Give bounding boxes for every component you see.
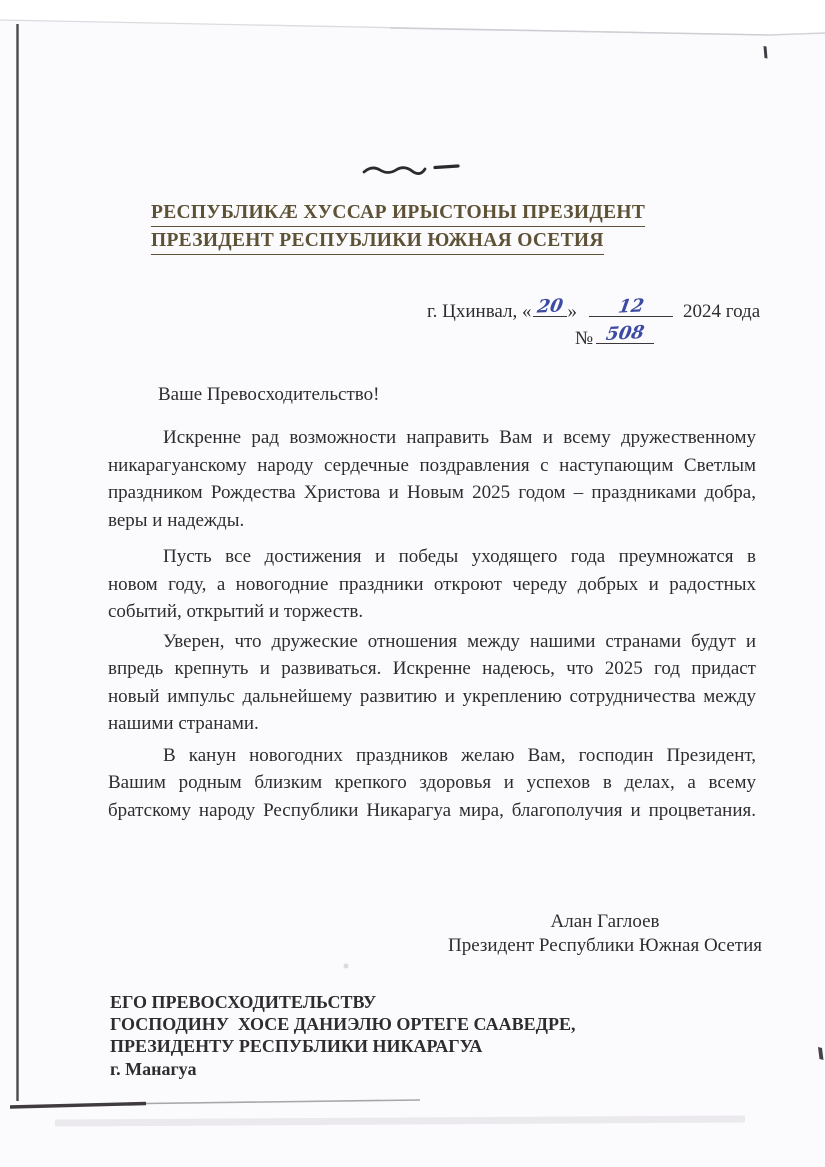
- signature-block: [448, 910, 762, 957]
- number-sign: №: [575, 328, 594, 349]
- body-line: Искренне рад возможности направить Вам и всему дружественному: [163, 427, 756, 448]
- scan-bottom-line-faint: [146, 1100, 420, 1104]
- body-line: Вашим родным близким крепкого здоровья и успехов в делах, а всему: [108, 772, 756, 793]
- letterhead-line-russian: ПРЕЗИДЕНТ РЕСПУБЛИКИ ЮЖНАЯ ОСЕТИЯ: [151, 229, 604, 255]
- addressee-line: ГОСПОДИНУ ХОСЕ ДАНИЭЛЮ ОРТЕГЕ СААВЕДРЕ,: [110, 1014, 576, 1035]
- scan-squiggle-dash: [435, 166, 458, 168]
- scan-speck: [344, 964, 349, 969]
- salutation: Ваше Превосходительство!: [158, 384, 380, 405]
- handwritten-number: 508: [604, 322, 646, 345]
- year-label: 2024 года: [683, 301, 761, 322]
- addressee-line: ПРЕЗИДЕНТУ РЕСПУБЛИКИ НИКАРАГУА: [110, 1036, 483, 1057]
- signatory-name: Алан Гаглоев: [550, 911, 660, 932]
- number-blank: [596, 322, 654, 345]
- closing-quote: »: [567, 301, 578, 322]
- scan-top-edge: [0, 20, 768, 35]
- date-line: [427, 295, 761, 350]
- body-line: нашими странами.: [108, 713, 259, 734]
- scan-right-tick: [764, 46, 768, 59]
- month-blank: [589, 295, 673, 318]
- scan-squiggle-mark: [364, 168, 425, 174]
- scan-bottom-shadow: [55, 1119, 745, 1123]
- body-line: праздником Рождества Христова и Новым 2025 годом – праздниками добра,: [108, 482, 756, 503]
- signatory-title: Президент Республики Южная Осетия: [448, 934, 762, 956]
- letterhead-line-ossetian: РЕСПУБЛИКÆ ХУССАР ИРЫСТОНЫ ПРЕЗИДЕНТ: [151, 201, 645, 227]
- body-line: веры и надежды.: [108, 509, 245, 531]
- body-line: никарагуанскому народу сердечные поздравления с наступающим Светлым: [108, 454, 756, 476]
- scan-bottom-right-tick: [818, 1047, 824, 1060]
- body-line: братскому народу Республики Никарагуа мира, благополучия и процветания.: [108, 799, 756, 821]
- body-text: [108, 424, 756, 824]
- addressee-block: [110, 991, 576, 1080]
- scan-top-margin: [0, 0, 825, 35]
- body-line: новом году, а новогодние праздники откроют череду добрых и радостных: [108, 573, 756, 595]
- date-row: [427, 295, 761, 323]
- body-line: Уверен, что дружеские отношения между нашими странами будут и: [163, 630, 756, 652]
- scan-top-edge-shadow: [390, 28, 825, 35]
- addressee-line: г. Манагуа: [110, 1058, 197, 1079]
- body-line: событий, открытий и торжеств.: [108, 601, 364, 622]
- handwritten-month: 12: [616, 295, 646, 318]
- number-row: [575, 322, 760, 350]
- addressee-line: ЕГО ПРЕВОСХОДИТЕЛЬСТВУ: [110, 992, 377, 1012]
- handwritten-day: 20: [535, 295, 564, 318]
- day-blank: [533, 295, 567, 318]
- city-and-open-quote: г. Цхинвал, «: [427, 301, 532, 322]
- body-line: Пусть все достижения и победы уходящего года преумножатся в: [163, 546, 756, 567]
- body-line: новый импульс дальнейшему развитию и укреплению сотрудничества между: [108, 685, 756, 707]
- scan-bottom-line-dark: [10, 1104, 146, 1108]
- body-line: В канун новогодних праздников желаю Вам, господин Президент,: [163, 744, 756, 766]
- body-line: впредь крепнуть и развиваться. Искренне надеюсь, что 2025 год придаст: [108, 658, 756, 679]
- letterhead: [151, 201, 645, 257]
